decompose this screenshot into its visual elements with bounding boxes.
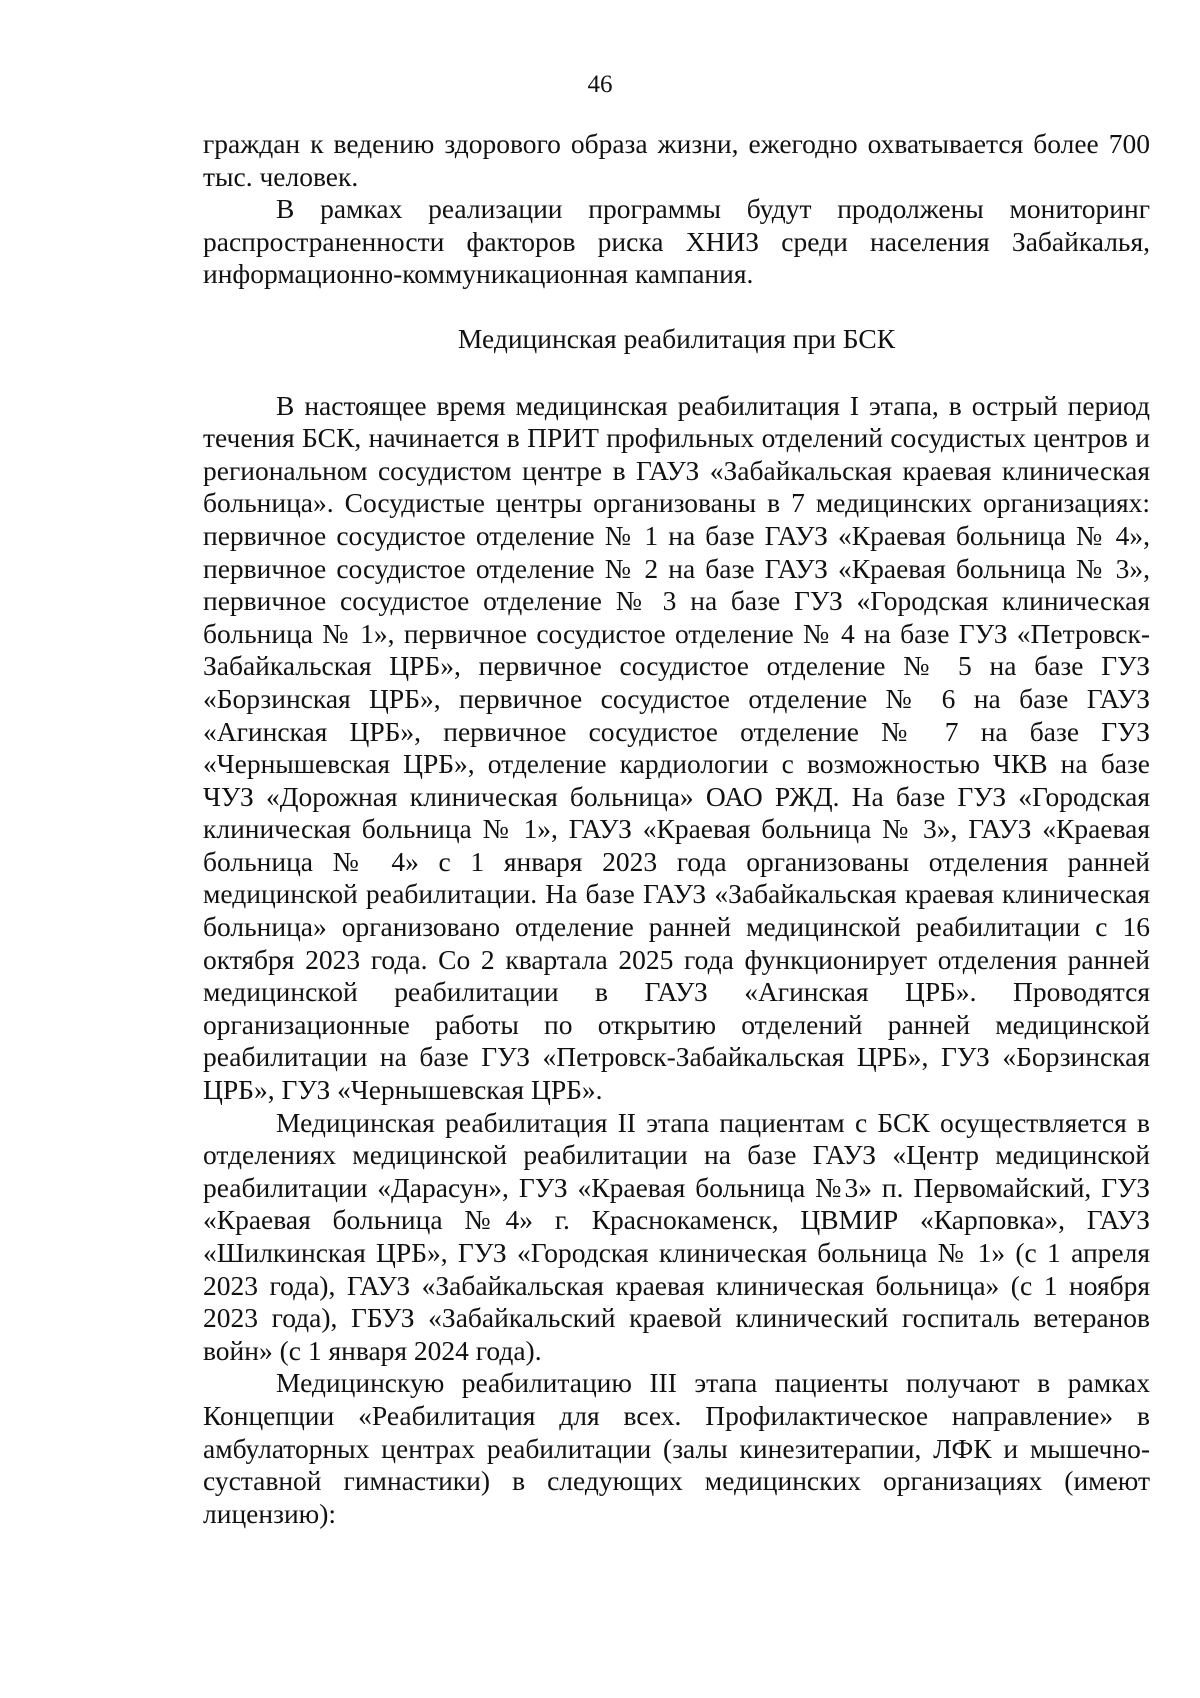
paragraph-stage-two: Медицинская реабилитация II этапа пациентам с БСК осуществляется в отделениях медицинской реабилитации на базе ГАУЗ «Центр медицинской реабилитации «Дарасун», ГУЗ «Краевая больница №3» п. Первомайский, ГУЗ «Краевая больница №4» г. Краснокаменск, ЦВМИР «Карповка», ГАУЗ «Шилкинская ЦРБ», ГУЗ «Городская клиническая больница № 1» (с 1 апреля 2023 года), ГАУЗ «Забайкальская краевая клиническая больница» (с 1 ноября 2023 года), ГБУЗ «Забайкальский краевой клинический госпиталь ветеранов войн» (с 1 января 2024 года). (203, 1106, 1150, 1366)
paragraph-continuation: граждан к ведению здорового образа жизни, ежегодно охватывается более 700 тыс. человек. (203, 128, 1150, 192)
paragraph-monitoring: В рамках реализации программы будут продолжены мониторинг распространенности факторов риска ХНИЗ среди населения Забайкалья, информационно-коммуникационная кампания. (203, 193, 1150, 290)
page-number: 46 (587, 71, 613, 98)
paragraph-stage-three: Медицинскую реабилитацию III этапа пациенты получают в рамках Концепции «Реабилитация для всех. Профилактическое направление» в амбулаторных центрах реабилитации (залы кинезитерапии, ЛФК и мышечно-суставной гимнастики) в следующих медицинских организациях (имеют лицензию): (203, 1367, 1150, 1529)
paragraph-stage-one: В настоящее время медицинская реабилитация I этапа, в острый период течения БСК, начинается в ПРИТ профильных отделений сосудистых центров и региональном сосудистом центре в ГАУЗ «Забайкальская краевая клиническая больница». Сосудистые центры организованы в 7 медицинских организациях: первичное сосудистое отделение № 1 на базе ГАУЗ «Краевая больница № 4», первичное сосудистое отделение № 2 на базе ГАУЗ «Краевая больница № 3», первичное сосудистое отделение № 3 на базе ГУЗ «Городская клиническая больница № 1», первичное сосудистое отделение № 4 на базе ГУЗ «Петровск-Забайкальская ЦРБ», первичное сосудистое отделение № 5 на базе ГУЗ «Борзинская ЦРБ», первичное сосудистое отделение № 6 на базе ГАУЗ «Агинская ЦРБ», первичное сосудистое отделение № 7 на базе ГУЗ «Чернышевская ЦРБ», отделение кардиологии с возможностью ЧКВ на базе ЧУЗ «Дорожная клиническая больница» ОАО РЖД. На базе ГУЗ «Городская клиническая больница № 1», ГАУЗ «Краевая больница № 3», ГАУЗ «Краевая больница № 4» с 1 января 2023 года организованы отделения ранней медицинской реабилитации. На базе ГАУЗ «Забайкальская краевая клиническая больница» организовано отделение ранней медицинской реабилитации с 16 октября 2023 года. Со 2 квартала 2025 года функционирует отделения ранней медицинской реабилитации в ГАУЗ «Агинская ЦРБ». Проводятся организационные работы по открытию отделений ранней медицинской реабилитации на базе ГУЗ «Петровск-Забайкальская ЦРБ», ГУЗ «Борзинская ЦРБ», ГУЗ «Чернышевская ЦРБ». (203, 389, 1150, 1106)
section-heading: Медицинская реабилитация при БСК (457, 322, 896, 354)
document-body (203, 128, 1150, 1530)
